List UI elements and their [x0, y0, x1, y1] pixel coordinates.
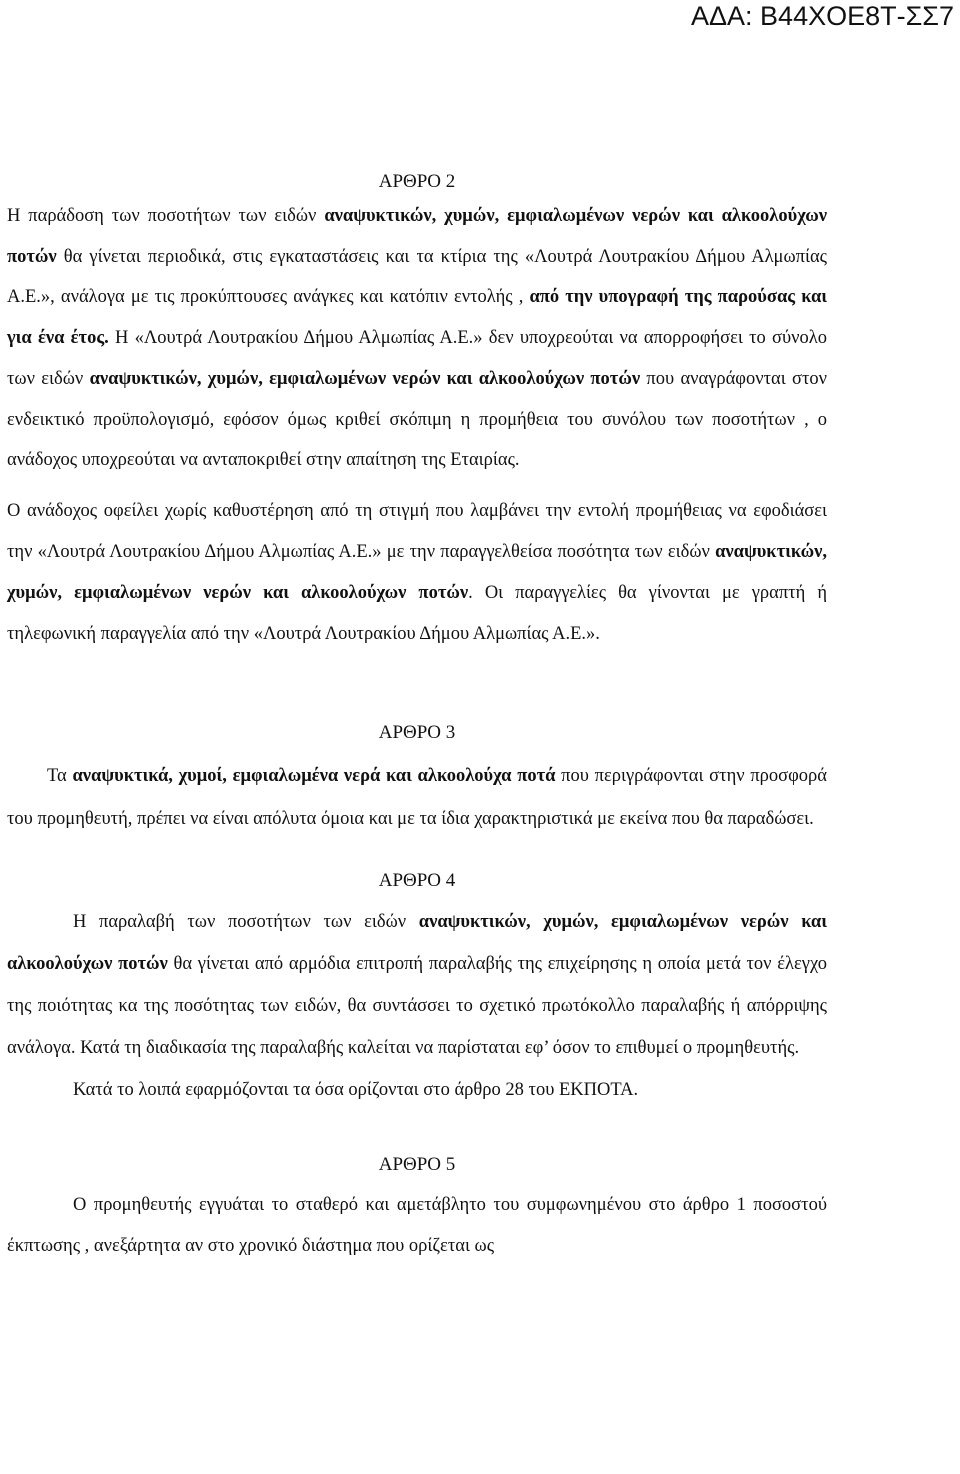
document-body — [7, 168, 827, 1267]
text-run: Ο ανάδοχος οφείλει χωρίς καθυστέρηση από τη στιγμή που λαμβάνει την εντολή προμήθειας να εφοδιάσει την «Λουτρά Λουτρακίου Δήμου Αλμωπίας Α.Ε.» με την παραγγελθείσα ποσότητα των ειδών — [7, 500, 827, 562]
article-2-paragraph-2 — [7, 491, 827, 655]
text-run: θα γίνεται από αρμόδια επιτροπή παραλαβής της επιχείρησης η οποία μετά τον έλεγχο της ποιότητας κα της ποσότητας των ειδών, θα συντάσσει το σχετικό πρωτόκολλο παραλαβής ή απόρριψης ανάλογα. Κατά τη διαδικασία της παραλαβής καλείται να παρίσταται εφ’ όσον το επιθυμεί ο προμηθευτής. — [7, 953, 827, 1058]
text-run: Η παραλαβή των ποσοτήτων των ειδών — [73, 911, 419, 932]
text-run: Η παράδοση των ποσοτήτων των ειδών — [7, 206, 325, 226]
bold-text-run: αναψυκτικών, χυμών, εμφιαλωμένων νερών και αλκοολούχων ποτών — [89, 368, 641, 389]
article-5-paragraph-1: Ο προμηθευτής εγγυάται το σταθερό και αμετάβλητο του συμφωνημένου στο άρθρο 1 ποσοστού έκπτωσης , ανεξάρτητα αν στο χρονικό διάστημα που ορίζεται ως — [7, 1194, 827, 1256]
bold-text-run: από την υπογραφή της παρούσας και για ένα έτος. — [7, 287, 827, 349]
article-5-heading: ΑΡΘΡΟ 5 — [378, 1153, 456, 1175]
article-2-paragraph-1 — [7, 196, 827, 481]
article-2-heading: ΑΡΘΡΟ 2 — [378, 171, 456, 192]
article-4-heading: ΑΡΘΡΟ 4 — [378, 869, 456, 891]
text-run: . Οι παραγγελίες θα γίνονται με γραπτή ή τηλεφωνική παραγγελία από την «Λουτρά Λουτρακίου Δήμου Αλμωπίας Α.Ε.». — [7, 582, 827, 644]
text-run: Τα — [47, 765, 73, 786]
article-3-heading: ΑΡΘΡΟ 3 — [378, 721, 456, 743]
text-run: που αναγράφονται στον ενδεικτικό προϋπολογισμό, εφόσον όμως κριθεί σκόπιμη η προμήθεια του συνόλου των ποσοτήτων , ο ανάδοχος υποχρεούται να ανταποκριθεί στην απαίτηση της Εταιρίας. — [7, 368, 828, 471]
bold-text-run: αναψυκτικών, χυμών, εμφιαλωμένων νερών και αλκοολούχων ποτών — [7, 911, 827, 974]
text-run: θα γίνεται περιοδικά, στις εγκαταστάσεις και τα κτίρια της «Λουτρά Λουτρακίου Δήμου Αλμωπίας Α.Ε.», ανάλογα με τις προκύπτουσες ανάγκες και κατόπιν εντολής , — [7, 246, 827, 308]
text-run: Η «Λουτρά Λουτρακίου Δήμου Αλμωπίας Α.Ε.» δεν υποχρεούται να απορροφήσει το σύνολο των ειδών — [7, 328, 827, 389]
bold-text-run: αναψυκτικών, χυμών, εμφιαλωμένων νερών και αλκοολούχων ποτών — [7, 206, 827, 267]
article-3-paragraph-1 — [7, 755, 827, 841]
article-4-paragraph-2: Κατά το λοιπά εφαρμόζονται τα όσα ορίζονται στο άρθρο 28 του ΕΚΠΟΤΑ. — [73, 1079, 639, 1100]
text-run: που περιγράφονται στην προσφορά του προμηθευτή, πρέπει να είναι απόλυτα όμοια και με τα ίδια χαρακτηριστικά με εκείνα που θα παραδώσει. — [7, 765, 827, 829]
bold-text-run: αναψυκτικά, χυμοί, εμφιαλωμένα νερά και αλκοολούχα ποτά — [72, 765, 556, 786]
ada-code: ΑΔΑ: Β44ΧΟΕ8Τ-ΣΣ7 — [690, 1, 954, 31]
bold-text-run: αναψυκτικών, χυμών, εμφιαλωμένων νερών και αλκοολούχων ποτών — [7, 541, 827, 603]
article-4-paragraph-1 — [7, 901, 827, 1069]
